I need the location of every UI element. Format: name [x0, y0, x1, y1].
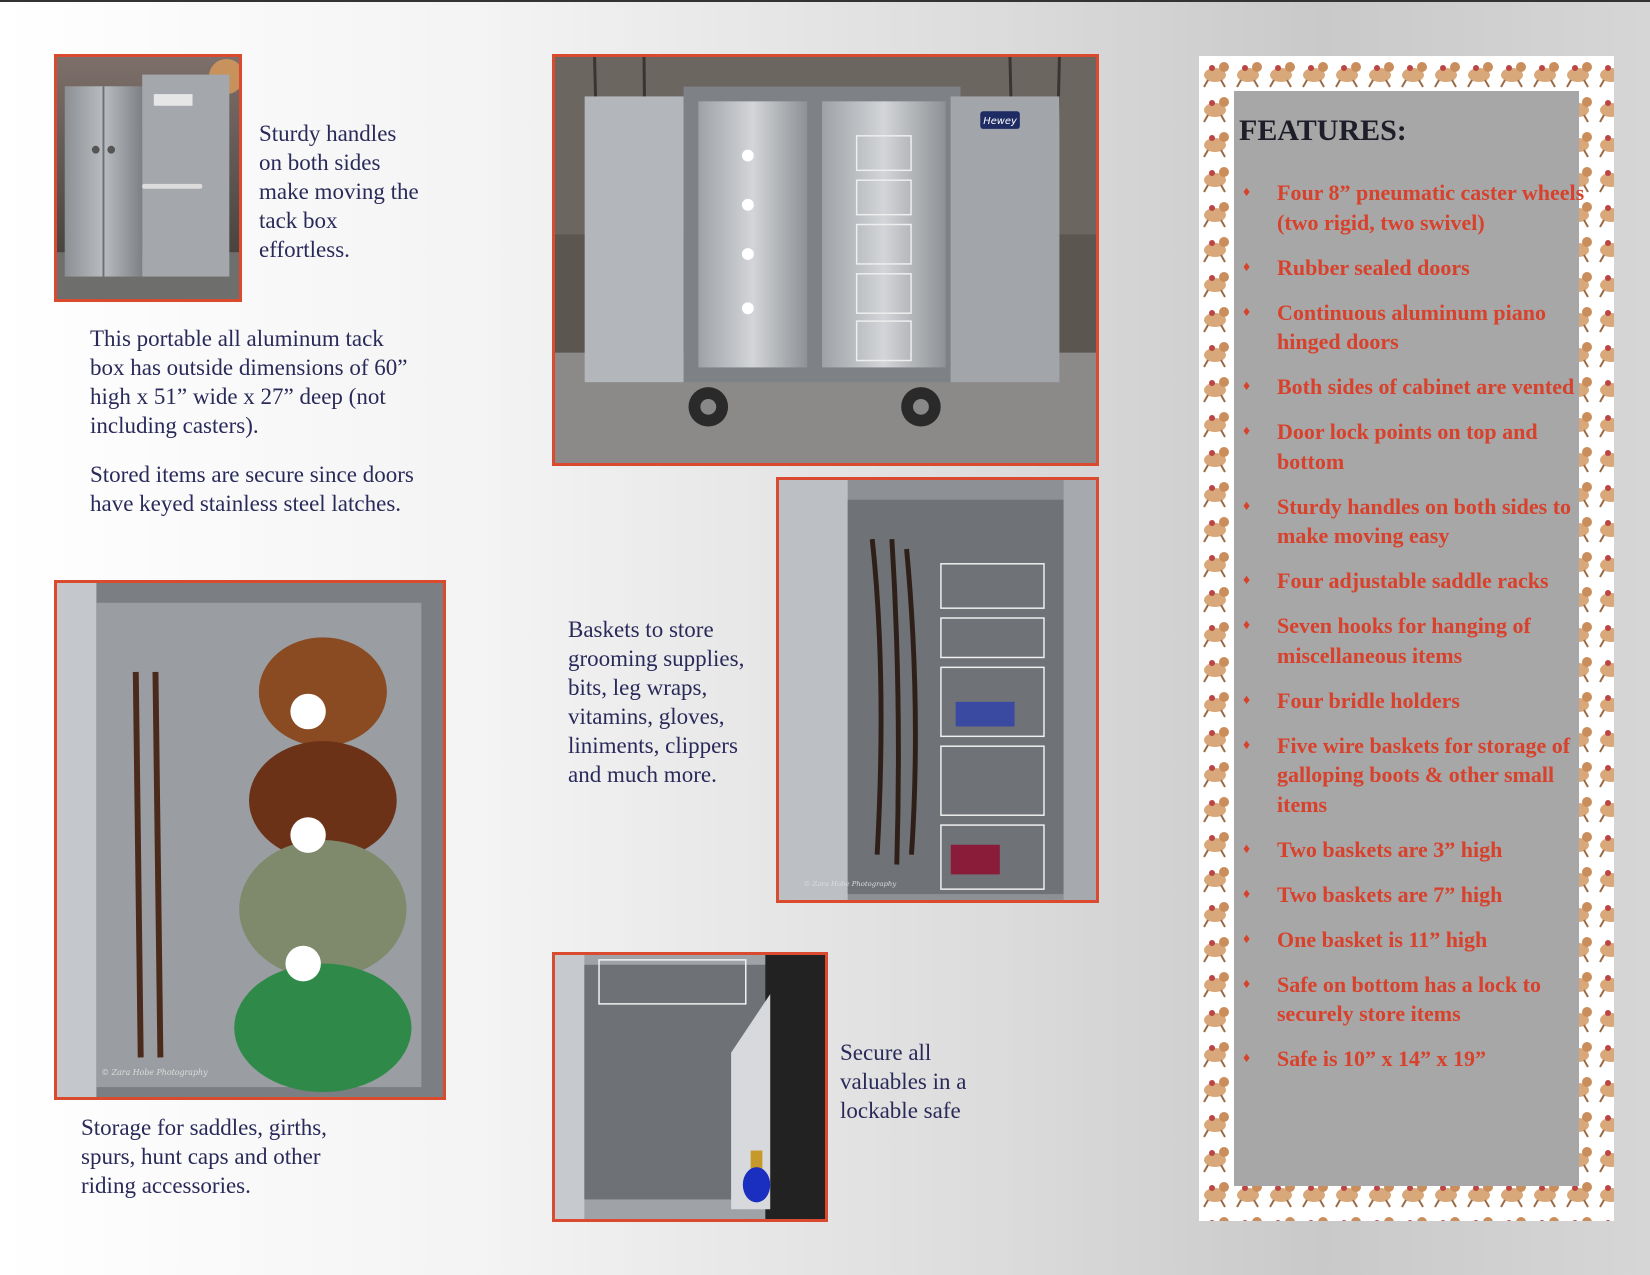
- feature-item: [1239, 880, 1601, 910]
- diamond-bullet-icon: ♦: [1243, 618, 1251, 633]
- feature-item: [1239, 925, 1601, 955]
- feature-item: [1239, 970, 1601, 1029]
- diamond-bullet-icon: ♦: [1243, 1051, 1251, 1066]
- cabinet-open-image: [555, 57, 1096, 463]
- feature-text: Continuous aluminum piano hinged doors: [1277, 299, 1546, 354]
- caption-saddles: Storage for saddles, girths, spurs, hunt caps and other riding accessories.: [81, 1115, 327, 1198]
- caption-safe: Secure all valuables in a lockable safe: [840, 1040, 967, 1123]
- photo-cabinet-open: [552, 54, 1099, 466]
- feature-text: Safe on bottom has a lock to securely store items: [1277, 971, 1542, 1026]
- feature-item: [1239, 253, 1601, 283]
- diamond-bullet-icon: ♦: [1243, 841, 1251, 857]
- caption-latches: Stored items are secure since doors have keyed stainless steel latches.: [90, 462, 414, 516]
- svg-text:© Zara Hobe Photography: © Zara Hobe Photography: [803, 880, 897, 889]
- feature-text: Four 8” pneumatic caster wheels (two rigid, two swivel): [1277, 180, 1585, 235]
- diamond-bullet-icon: ♦: [1243, 931, 1251, 947]
- feature-item: [1239, 372, 1601, 402]
- top-rule: [0, 0, 1650, 2]
- diamond-bullet-icon: ♦: [1243, 976, 1251, 992]
- feature-text: Rubber sealed doors: [1277, 254, 1470, 280]
- photo-saddle-racks: [54, 580, 446, 1100]
- svg-text:Hewey: Hewey: [983, 116, 1017, 128]
- photo-cabinet-closed: [54, 54, 242, 302]
- caption-dimensions: This portable all aluminum tack box has outside dimensions of 60” high x 51” wide x 27” deep (not including casters).: [90, 326, 408, 438]
- feature-text: Seven hooks for hanging of miscellaneous items: [1277, 613, 1531, 668]
- feature-item: [1239, 686, 1601, 716]
- feature-text: One basket is 11” high: [1277, 926, 1488, 952]
- feature-text: Safe is 10” x 14” x 19”: [1277, 1046, 1486, 1071]
- caption-baskets: Baskets to store grooming supplies, bits, leg wraps, vitamins, gloves, liniments, clippers and much more.: [568, 617, 745, 787]
- diamond-bullet-icon: ♦: [1243, 304, 1251, 320]
- interior-baskets-image: [779, 480, 1096, 900]
- feature-item: [1239, 1044, 1601, 1074]
- feature-text: Sturdy handles on both sides to make moving easy: [1277, 493, 1572, 548]
- feature-text: Four adjustable saddle racks: [1277, 568, 1549, 593]
- feature-text: Two baskets are 7” high: [1277, 881, 1503, 907]
- photo-safe: [552, 952, 828, 1222]
- features-list: [1239, 178, 1601, 1089]
- feature-text: Two baskets are 3” high: [1277, 836, 1503, 862]
- caption-handles: Sturdy handles on both sides make moving the tack box effortless.: [259, 121, 419, 262]
- features-title: FEATURES:: [1239, 114, 1407, 147]
- diamond-bullet-icon: ♦: [1243, 498, 1251, 514]
- diamond-bullet-icon: ♦: [1243, 379, 1251, 394]
- diamond-bullet-icon: ♦: [1243, 424, 1251, 439]
- cabinet-closed-image: [57, 57, 239, 299]
- feature-item: [1239, 178, 1601, 237]
- feature-item: [1239, 731, 1601, 820]
- safe-image: [555, 955, 825, 1219]
- feature-item: [1239, 298, 1601, 357]
- feature-text: Five wire baskets for storage of galloping boots & other small items: [1277, 732, 1571, 817]
- diamond-bullet-icon: ♦: [1243, 692, 1251, 708]
- feature-text: Four bridle holders: [1277, 687, 1460, 713]
- feature-item: [1239, 566, 1601, 596]
- diamond-bullet-icon: ♦: [1243, 737, 1251, 753]
- diamond-bullet-icon: ♦: [1243, 573, 1251, 588]
- feature-text: Door lock points on top and bottom: [1277, 419, 1538, 474]
- feature-item: [1239, 417, 1601, 476]
- feature-text: Both sides of cabinet are vented: [1277, 374, 1575, 399]
- photo-interior-baskets: [776, 477, 1099, 903]
- diamond-bullet-icon: ♦: [1243, 185, 1251, 200]
- feature-item: [1239, 835, 1601, 865]
- saddle-racks-image: [57, 583, 443, 1097]
- feature-item: [1239, 611, 1601, 670]
- diamond-bullet-icon: ♦: [1243, 259, 1251, 275]
- features-panel: [1199, 56, 1614, 1221]
- svg-text:© Zara Hobe Photography: © Zara Hobe Photography: [101, 1068, 208, 1078]
- diamond-bullet-icon: ♦: [1243, 886, 1251, 902]
- feature-item: [1239, 492, 1601, 551]
